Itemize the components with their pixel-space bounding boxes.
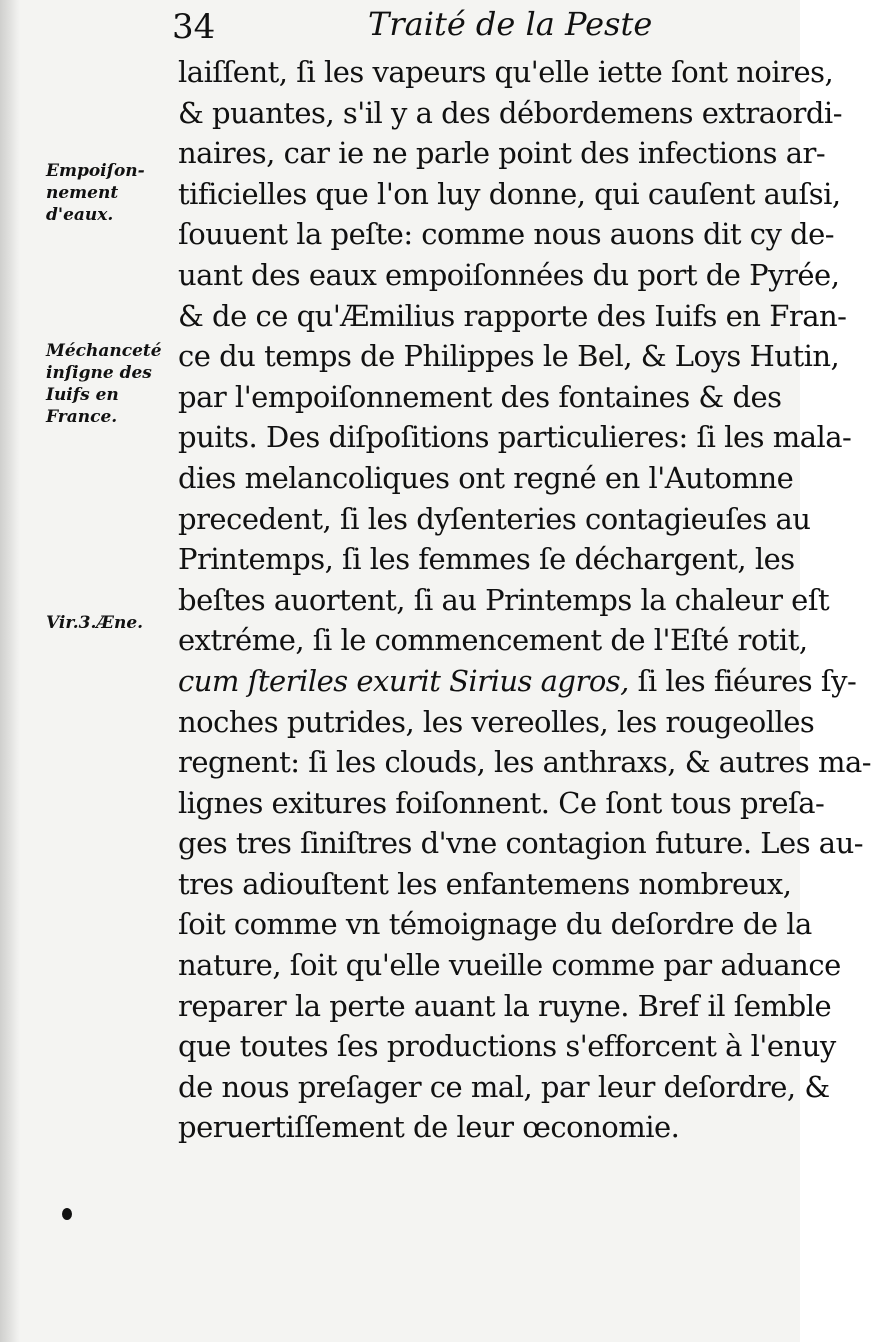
text-line: nature, ſoit qu'elle vueille comme par aduance	[178, 948, 841, 983]
ink-spot	[62, 1208, 72, 1220]
text-line: puits. Des diſpoſitions particulieres: ſi les mala-	[178, 420, 852, 455]
text-line: que toutes ſes productions s'efforcent à l'enuy	[178, 1029, 836, 1064]
text-line: regnent: ſi les clouds, les anthraxs, & autres ma-	[178, 745, 871, 780]
text-line: lignes exitures foiſonnent. Ce ſont tous preſa-	[178, 785, 825, 820]
text-line: tres adiouſtent les enfantemens nombreux,	[178, 866, 792, 901]
text-line: laiſſent, ſi les vapeurs qu'elle iette ſont noires,	[178, 55, 834, 89]
text-line: precedent, ſi les dyſenteries contagieuſes au	[178, 501, 811, 536]
body-text	[178, 52, 871, 1148]
text-line: noches putrides, les vereolles, les rougeolles	[178, 704, 815, 739]
text-line: uant des eaux empoiſonnées du port de Pyrée,	[178, 257, 840, 292]
margin-note-mechancete: Méchanceté inſigne des Iuifs en France.	[46, 341, 162, 427]
text-line: Printemps, ſi les femmes ſe déchargent, les	[178, 542, 795, 577]
text-line: de nous preſager ce mal, par leur deſordre, &	[178, 1069, 830, 1104]
margin-note-empoisonnement: Empoiſon-nement d'eaux.	[46, 161, 145, 225]
text-line: reparer la perte auant la ruyne. Bref il ſemble	[178, 988, 832, 1023]
margin-note-virgile: Vir.3.Æne.	[46, 613, 144, 633]
text-line: ſoit comme vn témoignage du deſordre de la	[178, 907, 812, 942]
text-line: tificielles que l'on luy donne, qui cauſent auſsi,	[178, 176, 841, 211]
text-line: ges tres ſiniſtres d'vne contagion future. Les au-	[178, 826, 864, 861]
running-title: Traité de la Peste	[368, 5, 653, 43]
text-line: beſtes auortent, ſi au Printemps la chaleur eſt	[178, 582, 830, 617]
text-line: & puantes, s'il y a des débordemens extraordi-	[178, 95, 842, 130]
text-line-quotation	[178, 661, 857, 702]
text-line: ce du temps de Philippes le Bel, & Loys Hutin,	[178, 339, 840, 374]
text-line: naires, car ie ne parle point des infections ar-	[178, 136, 826, 171]
text-line: peruertiſſement de leur œconomie.	[178, 1110, 680, 1145]
virgil-quotation: cum ſteriles exurit Sirius agros,	[178, 663, 629, 698]
text-line: par l'empoiſonnement des fontaines & des	[178, 379, 782, 414]
text-line: dies melancoliques ont regné en l'Automne	[178, 460, 794, 495]
gutter-shadow	[0, 0, 20, 1342]
quotation-continuation: ſi les fiéures ſy-	[628, 663, 857, 698]
text-line: extréme, ſi le commencement de l'Eſté rotit,	[178, 623, 808, 658]
text-line: & de ce qu'Æmilius rapporte des Iuifs en Fran-	[178, 298, 847, 333]
text-line: ſouuent la peſte: comme nous auons dit cy de-	[178, 217, 835, 252]
page-number: 34	[172, 7, 216, 47]
